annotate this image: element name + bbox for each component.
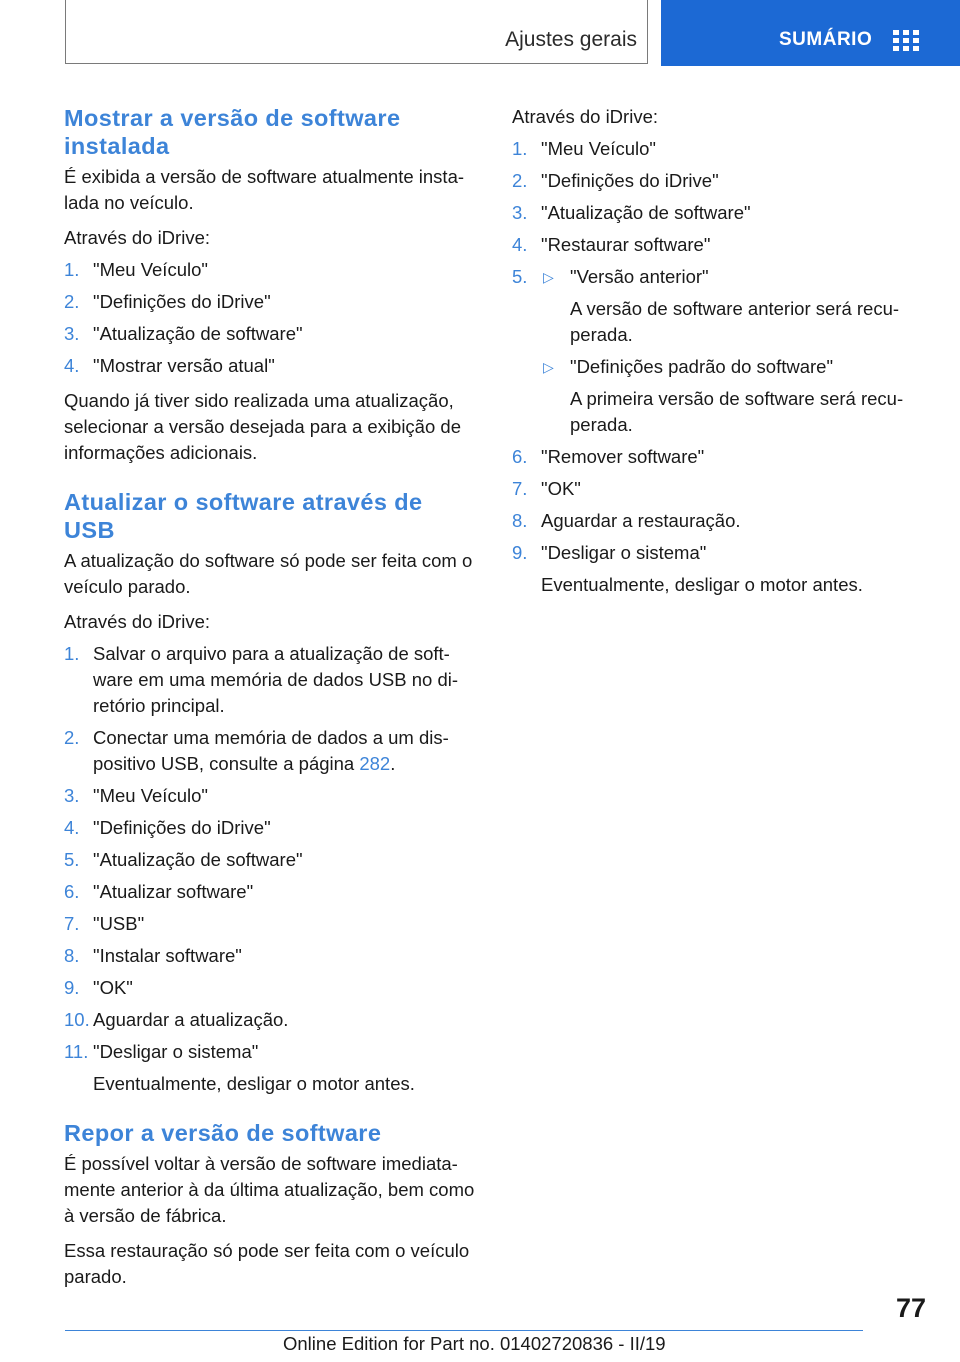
list-item: 10. Aguardar a atualização. [64,1009,289,1030]
steps-list [64,257,480,379]
paragraph: É possível voltar à versão de software imediata-mente anterior à da última atualização, bem como à versão de fábrica. [64,1153,475,1226]
list-item: 3. "Atualização de software" [64,323,303,344]
list-item: 2. Conectar uma memória de dados a um dis-positivo USB, consulte a página 282. [64,727,449,774]
list-item: 6. "Atualizar software" [64,881,254,902]
paragraph: Essa restauração só pode ser feita com o veículo parado. [64,1240,470,1287]
footer-divider [65,1330,863,1331]
sub-option-description: A versão de software anterior será recu-perada. [570,298,900,345]
left-column [64,100,480,1290]
after-text: Quando já tiver sido realizada uma atualização, selecionar a versão desejada para a exibição de informações adicionais. [64,390,461,463]
list-item: 11. "Desligar o sistema" Eventualmente, desligar o motor antes. [64,1039,480,1097]
triangle-bullet-icon: ▷ [543,359,554,375]
steps-list [64,641,480,1097]
steps-list [512,136,922,598]
list-item: 4. "Mostrar versão atual" [64,355,275,376]
list-item: 7. "USB" [64,913,145,934]
right-column [512,100,922,598]
step-continuation: Eventualmente, desligar o motor antes. [93,1073,415,1094]
section-header-box [65,0,648,64]
list-item: 3. "Meu Veículo" [64,785,208,806]
sub-option: ▷ "Versão anterior" A versão de software anterior será recu-perada. [512,264,922,348]
list-item: 6. "Remover software" [512,446,705,467]
page-number: 77 [895,1293,926,1323]
list-item: 9. "OK" [64,977,133,998]
via-idrive-text: Através do iDrive: [64,227,210,248]
list-item: 4. "Definições do iDrive" [64,817,271,838]
summary-button[interactable] [661,0,960,66]
list-item: 5. ▷ "Versão anterior" A versão de software anterior será recu-perada. ▷ "Definições padrão do software" A primeira versão de software será recu-perada. [512,264,922,438]
list-item: 3. "Atualização de software" [512,202,751,223]
edition-text: Online Edition for Part no. 01402720836 - II/19 [283,1333,666,1354]
list-item: 1. "Meu Veículo" [64,259,208,280]
heading-restore-version: Repor a versão de software [64,1120,382,1146]
list-item: 1. Salvar o arquivo para a atualização de soft-ware em uma memória de dados USB no di-retório principal. [64,643,459,716]
via-idrive-text: Através do iDrive: [512,106,658,127]
intro-text: A atualização do software só pode ser feita com o veículo parado. [64,550,473,597]
section-title: Ajustes gerais [505,28,637,51]
grid-icon [893,30,919,50]
page-header [0,0,960,66]
via-idrive-text: Através do iDrive: [64,611,210,632]
summary-label: SUMÁRIO [779,29,873,50]
list-item: 4. "Restaurar software" [512,234,711,255]
triangle-bullet-icon: ▷ [543,269,554,285]
heading-show-version: Mostrar a versão de software instalada [64,105,401,159]
list-item: 2. "Definições do iDrive" [64,291,271,312]
list-item: 1. "Meu Veículo" [512,138,656,159]
step-continuation: Eventualmente, desligar o motor antes. [541,574,863,595]
list-item: 8. Aguardar a restauração. [512,510,741,531]
sub-option-description: A primeira versão de software será recu-perada. [570,388,904,435]
page-link[interactable]: 282 [359,753,391,774]
list-item: 5. "Atualização de software" [64,849,303,870]
list-item: 9. "Desligar o sistema" Eventualmente, desligar o motor antes. [512,540,922,598]
heading-update-usb: Atualizar o software através de USB [64,489,423,543]
list-item: 8. "Instalar software" [64,945,242,966]
sub-option: ▷ "Definições padrão do software" A primeira versão de software será recu-perada. [512,354,922,438]
list-item: 7. "OK" [512,478,581,499]
intro-text: É exibida a versão de software atualmente insta-lada no veículo. [64,166,465,213]
list-item: 2. "Definições do iDrive" [512,170,719,191]
